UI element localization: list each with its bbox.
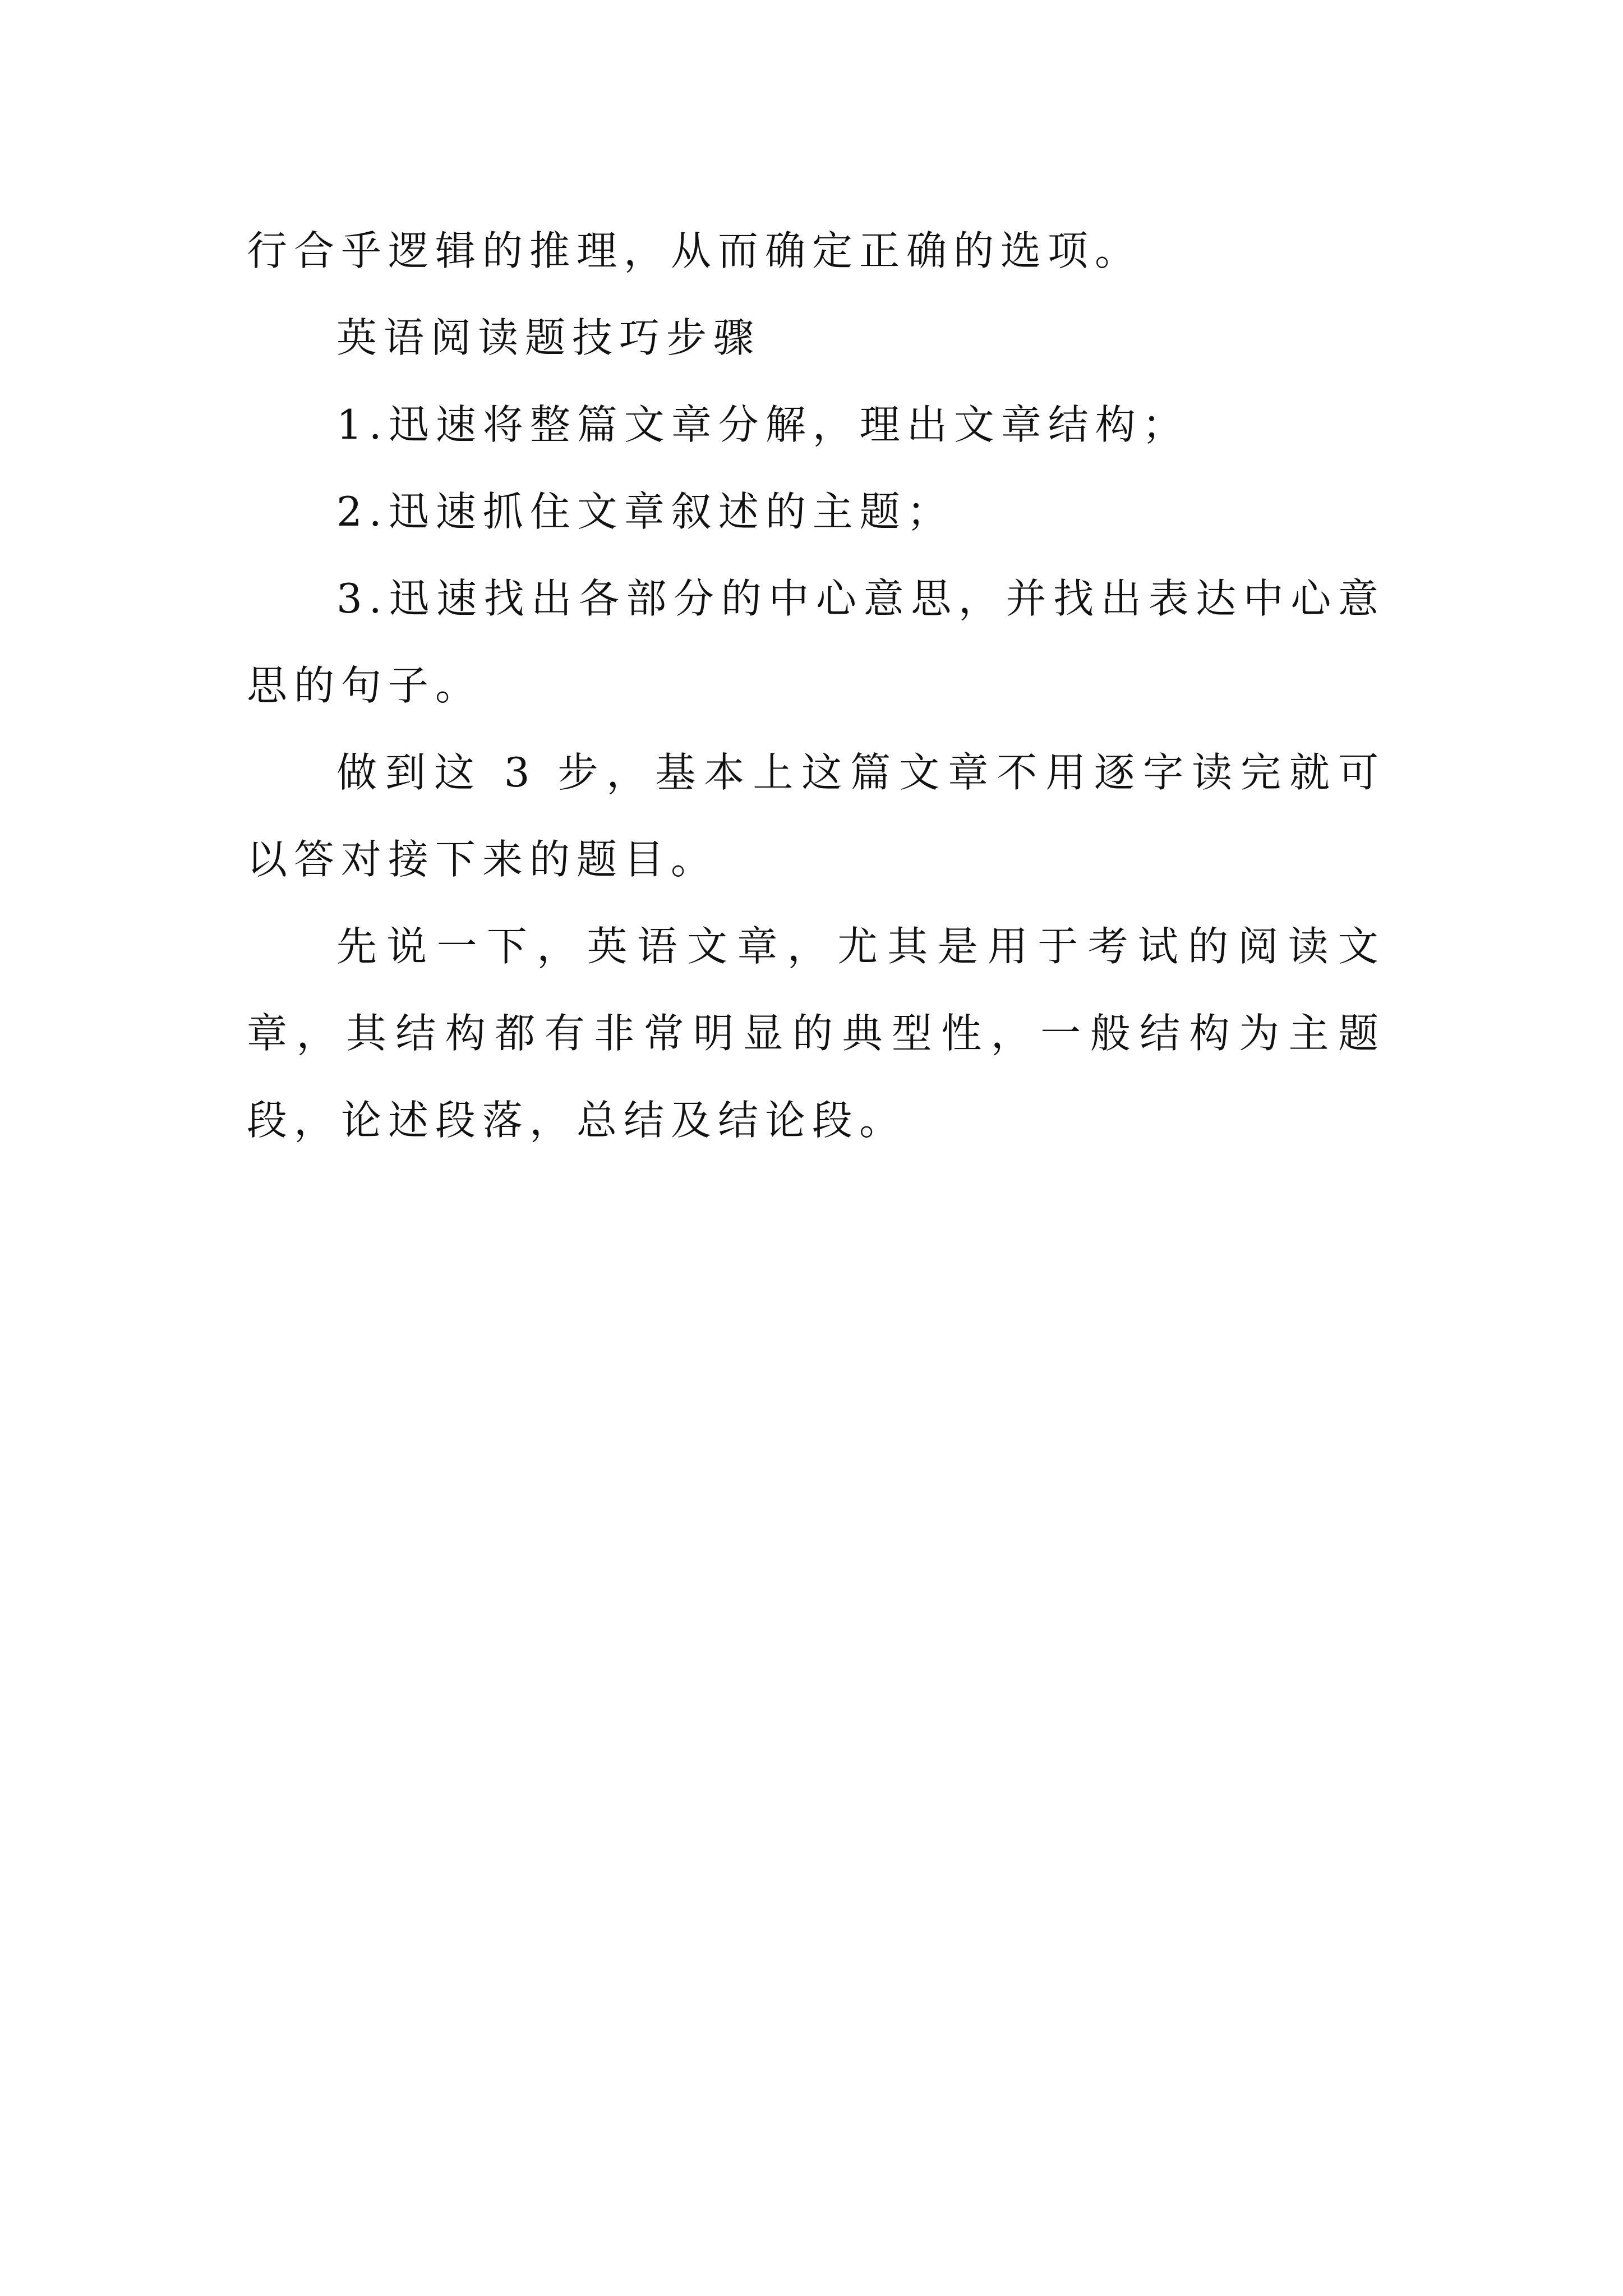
section-heading: 英语阅读题技巧步骤 (336, 314, 761, 361)
paragraph-structure: 先说一下，英语文章，尤其是用于考试的阅读文章，其结构都有非常明显的典型性，一般结构为主题段，论述段落，总结及结论段。 (247, 923, 1385, 1144)
paragraph-continuation: 行合乎逻辑的推理，从而确定正确的选项。 (247, 227, 1142, 274)
document-body (247, 208, 1385, 1164)
step-1: 1.迅速将整篇文章分解，理出文章结构； (336, 401, 1189, 448)
step-3: 3.迅速找出各部分的中心意思，并找出表达中心意思的句子。 (247, 575, 1385, 709)
step-2: 2.迅速抓住文章叙述的主题； (336, 488, 954, 535)
paragraph-summary: 做到这 3 步，基本上这篇文章不用逐字读完就可以答对接下来的题目。 (247, 749, 1385, 883)
